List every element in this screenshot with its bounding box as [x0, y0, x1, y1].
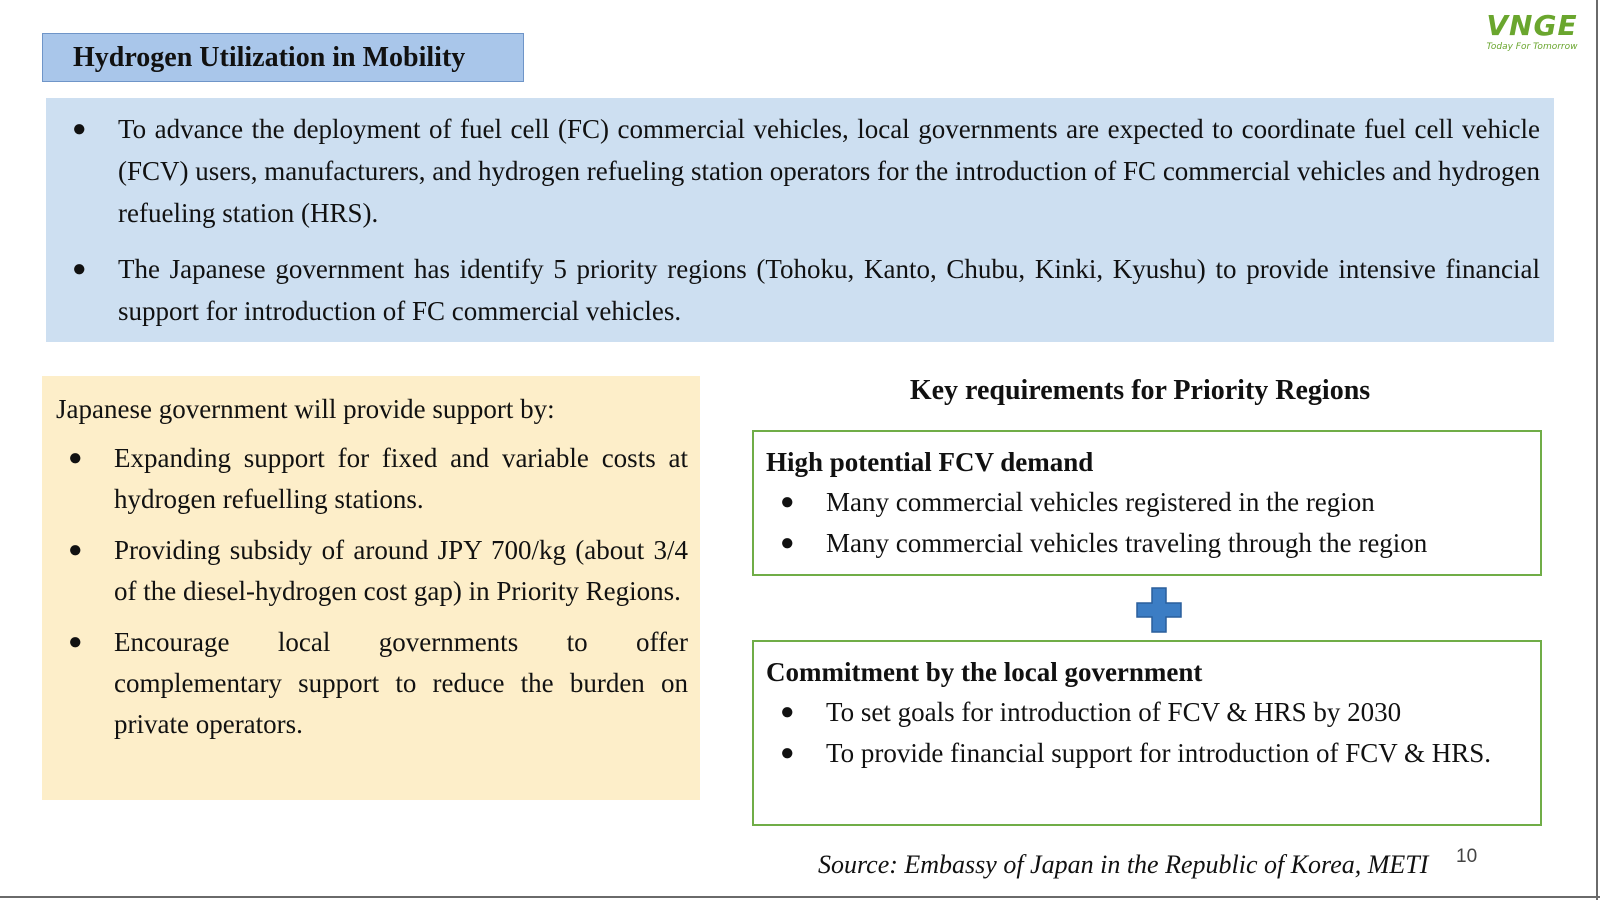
requirement-box-commitment: [752, 640, 1542, 826]
bullet-dot-icon: ●: [72, 116, 87, 142]
requirement-item: [780, 733, 1526, 774]
support-item: [68, 438, 688, 520]
bullet-dot-icon: ●: [68, 445, 83, 471]
support-item-text: Providing subsidy of around JPY 700/kg (about 3/4 of the diesel-hydrogen cost gap) in Priority Regions.: [114, 535, 688, 606]
requirement-list: [766, 692, 1526, 774]
requirement-item-text: Many commercial vehicles traveling through the region: [826, 528, 1428, 558]
logo-tagline: Today For Tomorrow: [1486, 42, 1578, 52]
intro-bullet: [72, 108, 1540, 234]
bullet-dot-icon: ●: [780, 489, 795, 515]
plus-icon: [1135, 586, 1183, 634]
support-item-text: Encourage local governments to offer complementary support to reduce the burden on private operators.: [114, 627, 688, 739]
requirement-box-demand: [752, 430, 1542, 576]
bullet-dot-icon: ●: [68, 629, 83, 655]
slide-bottom-border: [0, 896, 1600, 898]
intro-bullet: [72, 248, 1540, 332]
bullet-dot-icon: ●: [72, 256, 87, 282]
requirements-heading: Key requirements for Priority Regions: [909, 375, 1371, 406]
intro-bullet-text: The Japanese government has identify 5 priority regions (Tohoku, Kanto, Chubu, Kinki, Kyushu) to provide intensive financial support for introduction of FC commercial vehicles.: [118, 254, 1540, 326]
slide-title-text: Hydrogen Utilization in Mobility: [73, 41, 466, 73]
support-lead: Japanese government will provide support by:: [56, 394, 555, 424]
support-item: [68, 622, 688, 745]
bullet-dot-icon: ●: [780, 530, 795, 556]
bullet-dot-icon: ●: [68, 537, 83, 563]
page-number: 10: [1456, 846, 1478, 867]
support-item-text: Expanding support for fixed and variable costs at hydrogen refuelling stations.: [114, 443, 688, 514]
requirement-item-text: To set goals for introduction of FCV & HRS by 2030: [826, 697, 1402, 727]
requirement-item: [780, 692, 1526, 733]
bullet-dot-icon: ●: [780, 740, 795, 766]
support-item: [68, 530, 688, 612]
support-panel: [42, 376, 700, 800]
requirement-box-title: High potential FCV demand: [766, 447, 1094, 477]
company-logo: [1472, 9, 1592, 60]
slide-title: [42, 33, 524, 82]
slide-right-border: [1596, 0, 1598, 900]
intro-panel: [46, 98, 1554, 342]
source-citation: Source: Embassy of Japan in the Republic of Korea, METI: [818, 850, 1429, 879]
intro-list: [72, 108, 1540, 332]
requirement-item: [780, 482, 1526, 523]
support-list: [56, 438, 688, 745]
requirement-item-text: To provide financial support for introduction of FCV & HRS.: [826, 738, 1492, 768]
requirement-item: [780, 523, 1526, 564]
bullet-dot-icon: ●: [780, 699, 795, 725]
requirement-box-title: Commitment by the local government: [766, 657, 1203, 687]
intro-bullet-text: To advance the deployment of fuel cell (FC) commercial vehicles, local governments are expected to coordinate fuel cell vehicle (FCV) users, manufacturers, and hydrogen refueling station operators for the introduction of FC commercial vehicles and hydrogen refueling station (HRS).: [118, 114, 1540, 228]
requirement-item-text: Many commercial vehicles registered in the region: [826, 487, 1375, 517]
logo-mark: VNGE: [1486, 9, 1578, 42]
requirement-list: [766, 482, 1526, 564]
